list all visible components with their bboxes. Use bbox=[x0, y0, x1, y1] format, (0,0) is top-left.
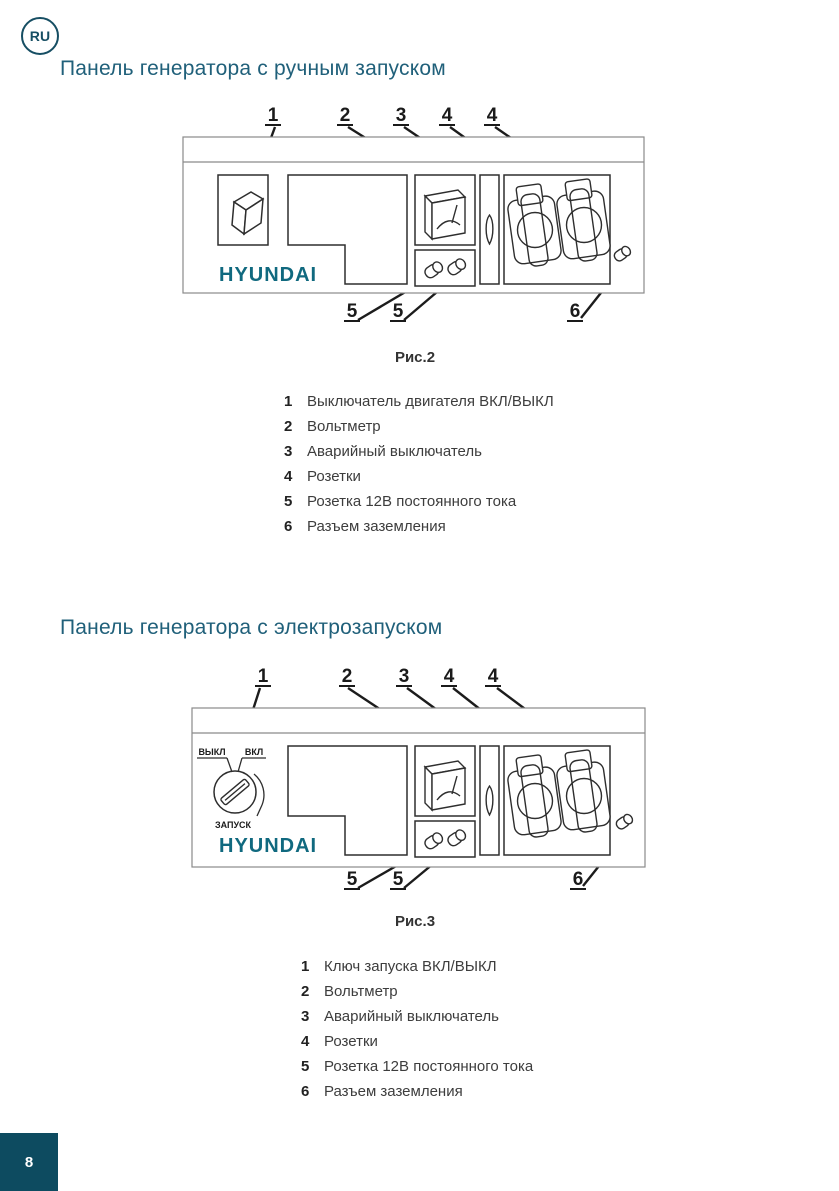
diagram-electric-start-panel bbox=[180, 660, 650, 900]
callout-5b: 5 bbox=[392, 869, 404, 890]
legend-item-number: 4 bbox=[301, 1033, 310, 1050]
callout-3: 3 bbox=[395, 105, 407, 126]
callout-numbers-bottom bbox=[347, 301, 581, 322]
legend-item-number: 1 bbox=[301, 958, 310, 975]
legend-item-label: Розетки bbox=[307, 468, 361, 485]
legend-item bbox=[301, 1004, 533, 1029]
legend-item-label: Вольтметр bbox=[324, 983, 398, 1000]
legend-item-number: 6 bbox=[284, 518, 293, 535]
legend-item bbox=[301, 1079, 533, 1104]
legend-item bbox=[284, 439, 554, 464]
brand-logo: HYUNDAI bbox=[219, 835, 318, 857]
legend-item bbox=[284, 414, 554, 439]
callout-4a: 4 bbox=[441, 105, 453, 126]
legend-item-label: Разъем заземления bbox=[324, 1083, 463, 1100]
legend-item bbox=[284, 514, 554, 539]
figure-caption-fig2: Рис.2 bbox=[394, 349, 436, 366]
section-heading-manual-start: Панель генератора с ручным запуском bbox=[60, 57, 446, 80]
legend-item bbox=[284, 489, 554, 514]
legend-item-label: Вольтметр bbox=[307, 418, 381, 435]
legend-item-label: Розетки bbox=[324, 1033, 378, 1050]
callout-3: 3 bbox=[398, 666, 410, 687]
legend-item-label: Аварийный выключатель bbox=[307, 443, 482, 460]
callout-4b: 4 bbox=[486, 105, 498, 126]
language-badge bbox=[21, 17, 59, 55]
callout-numbers-bottom bbox=[347, 869, 584, 890]
callout-6: 6 bbox=[569, 301, 581, 322]
language-badge-label: RU bbox=[29, 28, 51, 44]
legend-item bbox=[284, 389, 554, 414]
page-number-value: 8 bbox=[24, 1153, 34, 1171]
legend-item-number: 6 bbox=[301, 1083, 310, 1100]
legend-item-label: Ключ запуска ВКЛ/ВЫКЛ bbox=[324, 958, 497, 975]
figure-caption-fig3: Рис.3 bbox=[394, 913, 436, 930]
legend-item-number: 5 bbox=[301, 1058, 310, 1075]
legend-item bbox=[301, 954, 533, 979]
legend-item-number: 1 bbox=[284, 393, 293, 410]
callout-numbers-top bbox=[258, 666, 499, 687]
key-position-on-label: ВКЛ bbox=[244, 747, 264, 757]
legend-manual bbox=[284, 389, 554, 539]
section-heading-electric-start: Панель генератора с электрозапуском bbox=[60, 616, 443, 639]
legend-item-label: Розетка 12В постоянного тока bbox=[324, 1058, 534, 1075]
legend-item-number: 2 bbox=[301, 983, 310, 1000]
callout-5b: 5 bbox=[392, 301, 404, 322]
legend-item bbox=[301, 1029, 533, 1054]
callout-5a: 5 bbox=[346, 869, 358, 890]
callout-2: 2 bbox=[341, 666, 353, 687]
legend-item-number: 3 bbox=[301, 1008, 310, 1025]
brand-logo: HYUNDAI bbox=[219, 264, 318, 286]
legend-item-number: 2 bbox=[284, 418, 293, 435]
legend-item-number: 3 bbox=[284, 443, 293, 460]
callout-numbers-top bbox=[268, 105, 498, 126]
key-position-off-label: ВЫКЛ bbox=[198, 747, 226, 757]
callout-4a: 4 bbox=[443, 666, 455, 687]
callout-4b: 4 bbox=[487, 666, 499, 687]
legend-item bbox=[301, 1054, 533, 1079]
page-number bbox=[0, 1133, 58, 1191]
callout-6: 6 bbox=[572, 869, 584, 890]
panel-body bbox=[192, 708, 645, 867]
legend-item-label: Розетка 12В постоянного тока bbox=[307, 493, 517, 510]
callout-1: 1 bbox=[257, 666, 269, 687]
callout-1: 1 bbox=[267, 105, 279, 126]
callout-5a: 5 bbox=[346, 301, 358, 322]
legend-item-label: Разъем заземления bbox=[307, 518, 446, 535]
key-position-start-label: ЗАПУСК bbox=[214, 820, 252, 830]
legend-item bbox=[301, 979, 533, 1004]
legend-item-label: Выключатель двигателя ВКЛ/ВЫКЛ bbox=[307, 393, 554, 410]
panel-body bbox=[183, 137, 644, 293]
legend-item-number: 4 bbox=[284, 468, 293, 485]
legend-item-number: 5 bbox=[284, 493, 293, 510]
legend-electric bbox=[301, 954, 533, 1104]
diagram-manual-start-panel bbox=[180, 99, 650, 331]
legend-item bbox=[284, 464, 554, 489]
callout-2: 2 bbox=[339, 105, 351, 126]
legend-item-label: Аварийный выключатель bbox=[324, 1008, 499, 1025]
